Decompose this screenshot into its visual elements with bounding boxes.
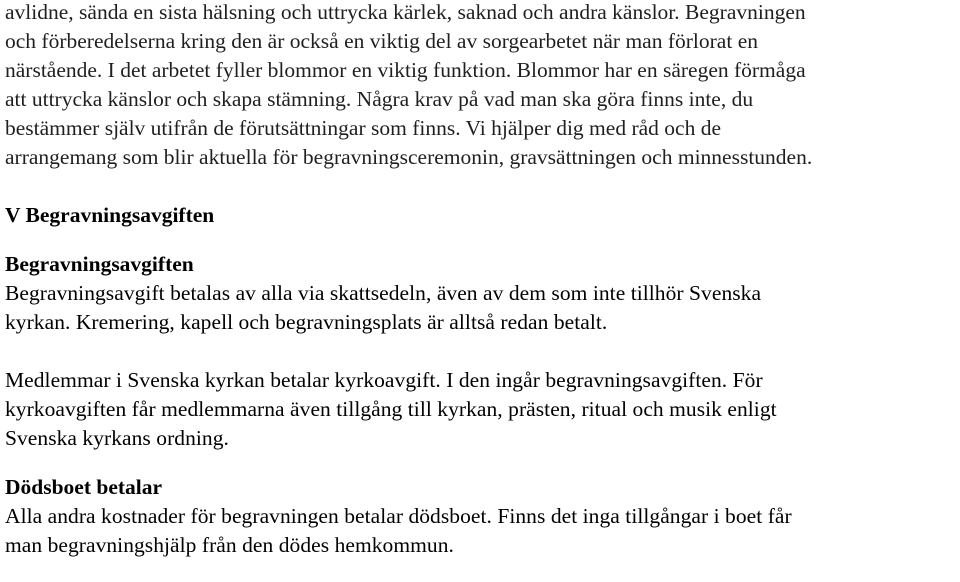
estate-body [5,502,960,560]
paragraph-line: Svenska kyrkans ordning. [5,426,229,450]
intro-line: närstående. I det arbetet fyller blommor en viktig funktion. Blommor har en säregen förmåga [5,58,806,82]
paragraph-line: Begravningsavgift betalas av alla via skattsedeln, även av dem som inte tillhör Svenska [5,281,762,305]
intro-line: arrangemang som blir aktuella för begravningsceremonin, gravsättningen och minnesstunden. [5,145,813,169]
intro-line: bestämmer själv utifrån de förutsättningar som finns. Vi hjälper dig med råd och de [5,116,721,140]
paragraph-kyrkoavgift [5,366,960,453]
paragraph-line: Alla andra kostnader för begravningen betalar dödsboet. Finns det inga tillgångar i boet får [5,504,792,528]
intro-line: att uttrycka känslor och skapa stämning. Några krav på vad man ska göra finns inte, du [5,87,754,111]
intro-paragraph [5,0,960,172]
paragraph-line: kyrkan. Kremering, kapell och begravningsplats är alltså redan betalt. [5,310,608,334]
document-page [5,0,960,560]
estate-heading: Dödsboet betalar [5,475,163,499]
intro-line: avlidne, sända en sista hälsning och uttrycka kärlek, saknad och andra känslor. Begravningen [5,0,806,24]
subsection-heading: Begravningsavgiften [5,252,194,276]
paragraph-line: kyrkoavgiften får medlemmarna även tillgång till kyrkan, prästen, ritual och musik enligt [5,397,777,421]
section-heading: V Begravningsavgiften [5,203,215,227]
intro-line: och förberedelserna kring den är också en viktig del av sorgearbetet när man förlorat en [5,29,758,53]
paragraph-line: Medlemmar i Svenska kyrkan betalar kyrkoavgift. I den ingår begravningsavgiften. För [5,368,763,392]
paragraph-dodsboet [5,502,960,560]
section-body [5,279,960,453]
paragraph-begravningsavgift [5,279,960,337]
paragraph-line: man begravningshjälp från den dödes hemkommun. [5,533,454,557]
